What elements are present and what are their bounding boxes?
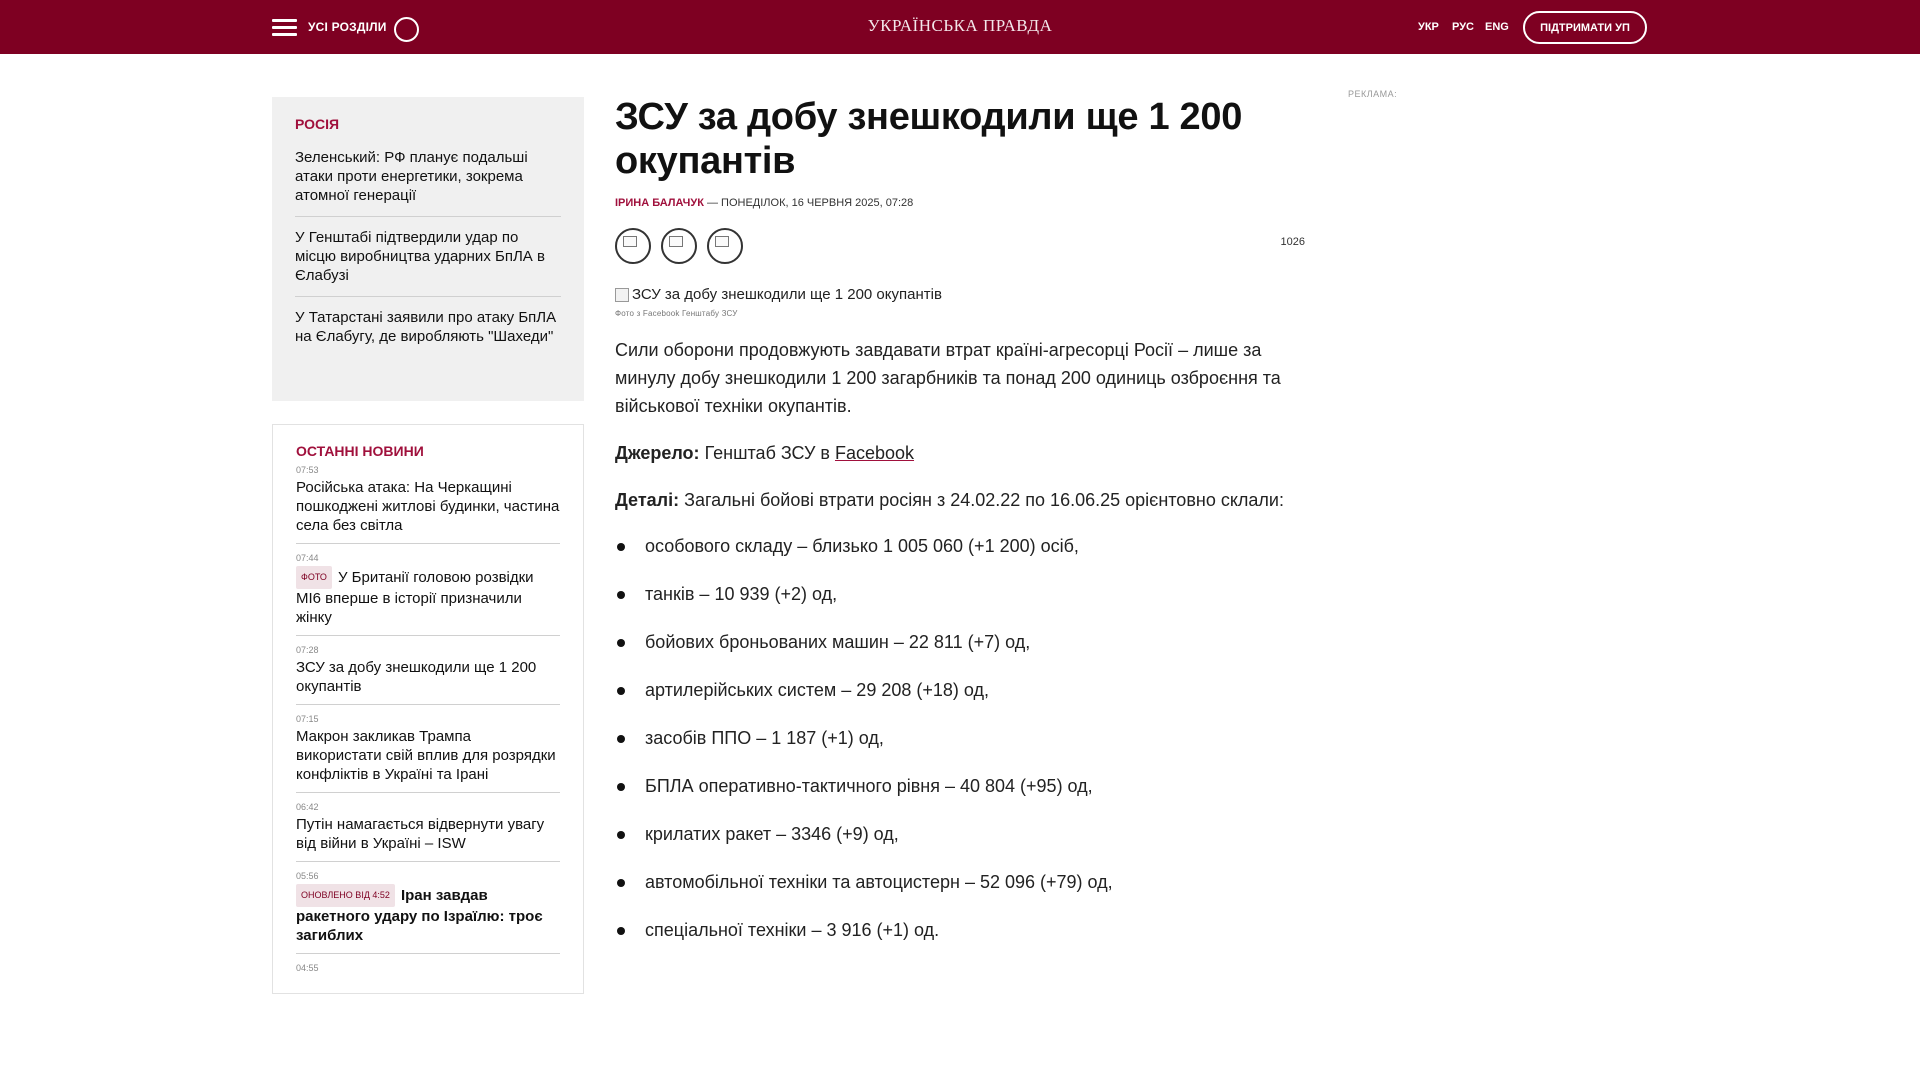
details-label: Деталі: bbox=[615, 490, 680, 510]
losses-list-item: засобів ППО – 1 187 (+1) од, bbox=[615, 724, 1305, 752]
image-alt-text: ЗСУ за добу знешкодили ще 1 200 окупантів bbox=[632, 286, 942, 303]
news-title[interactable] bbox=[296, 884, 560, 945]
russia-news-item[interactable]: У Генштабі підтвердили удар по місцю виробництва ударних БпЛА в Єлабузі bbox=[295, 228, 561, 297]
article-source bbox=[615, 439, 1305, 467]
news-title[interactable]: ЗСУ за добу знешкодили ще 1 200 окупантів bbox=[296, 659, 537, 695]
broken-image-icon bbox=[615, 288, 629, 302]
losses-list-item: танків – 10 939 (+2) од, bbox=[615, 580, 1305, 608]
losses-list-item: автомобільної техніки та автоцистерн – 52 096 (+79) од, bbox=[615, 868, 1305, 896]
search-icon[interactable] bbox=[394, 17, 419, 42]
news-title-text[interactable]: Іран завдав ракетного удару по Ізраїлю: троє загиблих bbox=[296, 887, 543, 944]
views-count: 1026 bbox=[1280, 236, 1305, 248]
news-time: 04:55 bbox=[296, 963, 319, 973]
news-list-item[interactable] bbox=[296, 553, 560, 636]
losses-list-item: бойових броньованих машин – 22 811 (+7) од, bbox=[615, 628, 1305, 656]
article-date: ПОНЕДІЛОК, 16 ЧЕРВНЯ 2025, 07:28 bbox=[721, 197, 914, 209]
all-sections-link[interactable]: УСІ РОЗДІЛИ bbox=[308, 20, 387, 34]
menu-icon[interactable] bbox=[272, 19, 297, 37]
latest-news-box bbox=[272, 424, 584, 994]
news-title[interactable]: Путін намагається відвернути увагу від війни в Україні – ISW bbox=[296, 816, 545, 852]
author-link[interactable]: ІРИНА БАЛАЧУК bbox=[615, 197, 704, 209]
source-text: Генштаб ЗСУ в bbox=[704, 443, 830, 463]
losses-list-item: спеціальної техніки – 3 916 (+1) од. bbox=[615, 916, 1305, 944]
lang-eng-link[interactable]: ENG bbox=[1485, 21, 1509, 33]
news-title-text[interactable]: У Британії головою розвідки МІ6 вперше в історії призначили жінку bbox=[296, 569, 534, 626]
updated-tag: ОНОВЛЕНО ВІД 4:52 bbox=[296, 884, 395, 907]
top-navigation-bar bbox=[0, 0, 1920, 54]
news-time: 07:15 bbox=[296, 714, 319, 724]
share-twitter-icon[interactable] bbox=[661, 228, 697, 264]
latest-news-title[interactable]: ОСТАННІ НОВИНИ bbox=[296, 443, 424, 459]
share-bar bbox=[615, 228, 1305, 264]
source-label: Джерело: bbox=[615, 443, 700, 463]
news-time: 07:53 bbox=[296, 465, 319, 475]
ad-label: РЕКЛАМА: bbox=[1348, 89, 1398, 99]
news-title[interactable] bbox=[296, 566, 560, 627]
site-logo[interactable]: УКРАЇНСЬКА ПРАВДА bbox=[867, 16, 1053, 35]
losses-list-item: крилатих ракет – 3346 (+9) од, bbox=[615, 820, 1305, 848]
photo-tag: ФОТО bbox=[296, 566, 332, 589]
lang-rus-link[interactable]: РУС bbox=[1452, 21, 1474, 33]
news-title[interactable]: Макрон закликав Трампа використати свій вплив для розрядки конфліктів в Україні та Ірані bbox=[296, 728, 556, 783]
news-title[interactable]: Російська атака: На Черкащині пошкоджені житлові будинки, частина села без світла bbox=[296, 479, 560, 534]
russia-news-item[interactable]: У Татарстані заявили про атаку БпЛА на Єлабугу, де виробляють "Шахеди" bbox=[295, 309, 557, 345]
article-byline bbox=[615, 197, 1305, 209]
news-list-item[interactable] bbox=[296, 465, 560, 544]
news-time: 07:44 bbox=[296, 553, 319, 563]
news-list-item[interactable] bbox=[296, 645, 560, 705]
losses-list bbox=[615, 532, 1305, 944]
article-lead: Сили оборони продовжують завдавати втрат країні-агресорці Росії – лише за минулу добу знешкодили 1 200 загарбників та понад 200 одиниць озброєння та військової техніки окупантів. bbox=[615, 340, 1281, 416]
losses-list-item: артилерійських систем – 29 208 (+18) од, bbox=[615, 676, 1305, 704]
losses-list-item: БПЛА оперативно-тактичного рівня – 40 804 (+95) од, bbox=[615, 772, 1305, 800]
photo-caption: Фото з Facebook Генштабу ЗСУ bbox=[615, 309, 738, 318]
russia-news-box bbox=[272, 97, 584, 401]
facebook-source-link[interactable]: Facebook bbox=[834, 443, 915, 463]
news-time: 06:42 bbox=[296, 802, 319, 812]
share-telegram-icon[interactable] bbox=[707, 228, 743, 264]
article bbox=[615, 95, 1305, 964]
russia-news-item[interactable]: Зеленський: РФ планує подальші атаки проти енергетики, зокрема атомної генерації bbox=[295, 148, 561, 217]
article-details bbox=[615, 486, 1305, 514]
news-time: 07:28 bbox=[296, 645, 319, 655]
news-time: 05:56 bbox=[296, 871, 319, 881]
news-list-item[interactable] bbox=[296, 714, 560, 793]
support-button[interactable]: ПІДТРИМАТИ УП bbox=[1523, 11, 1647, 44]
news-list-item[interactable] bbox=[296, 871, 560, 954]
news-list-item[interactable] bbox=[296, 802, 560, 862]
details-text: Загальні бойові втрати росіян з 24.02.22 по 16.06.25 орієнтовно склали: bbox=[684, 490, 1284, 510]
article-headline: ЗСУ за добу знешкодили ще 1 200 окупантів bbox=[615, 96, 1243, 182]
byline-separator: — bbox=[706, 197, 722, 209]
lang-ukr-link[interactable]: УКР bbox=[1418, 21, 1439, 33]
article-image bbox=[615, 286, 1305, 303]
share-facebook-icon[interactable] bbox=[615, 228, 651, 264]
russia-box-title[interactable]: РОСІЯ bbox=[295, 116, 340, 132]
losses-list-item: особового складу – близько 1 005 060 (+1 200) осіб, bbox=[615, 532, 1305, 560]
